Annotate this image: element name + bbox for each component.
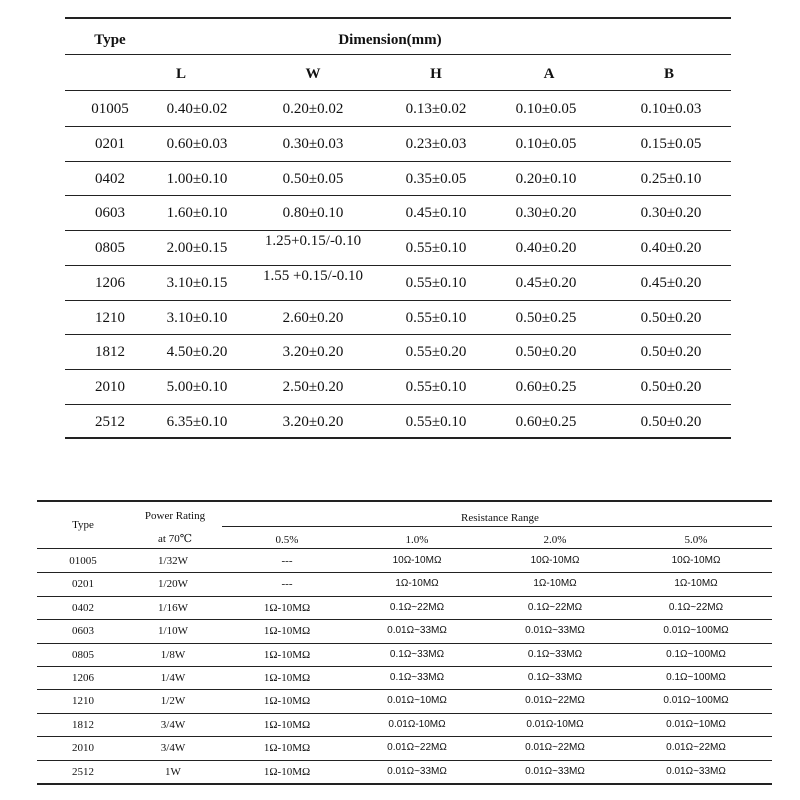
cell-tol-1-0: 0.01Ω~33MΩ bbox=[387, 625, 447, 637]
power-rating-header: Power Rating bbox=[144, 510, 206, 522]
cell-power: 1/10W bbox=[158, 625, 188, 638]
cell-power: 1/8W bbox=[160, 648, 186, 661]
cell-a: 0.20±0.10 bbox=[515, 170, 577, 187]
cell-tol-5-0: 1Ω-10MΩ bbox=[674, 578, 718, 590]
cell-a: 0.30±0.20 bbox=[515, 205, 577, 222]
cell-type: 1812 bbox=[95, 344, 125, 361]
tolerance-0-5: 0.5% bbox=[275, 534, 299, 546]
cell-b: 0.45±0.20 bbox=[640, 274, 702, 291]
cell-type: 0201 bbox=[95, 135, 125, 152]
cell-w: 3.20±0.20 bbox=[282, 344, 344, 361]
cell-l: 4.50±0.20 bbox=[166, 344, 228, 361]
cell-a: 0.40±0.20 bbox=[515, 240, 577, 256]
cell-type: 01005 bbox=[69, 555, 97, 567]
cell-w: 2.60±0.20 bbox=[282, 309, 344, 326]
cell-power: 1/4W bbox=[160, 672, 186, 684]
cell-tol-0-5: --- bbox=[281, 578, 293, 591]
cell-power: 1/20W bbox=[158, 578, 188, 591]
cell-a: 0.60±0.25 bbox=[515, 413, 577, 430]
cell-tol-2-0: 1Ω-10MΩ bbox=[533, 578, 577, 590]
cell-tol-2-0: 0.01Ω-10MΩ bbox=[526, 718, 584, 730]
cell-b: 0.10±0.03 bbox=[640, 101, 702, 117]
row-divider bbox=[37, 572, 772, 573]
cell-w: 3.20±0.20 bbox=[282, 413, 344, 430]
cell-tol-1-0: 0.01Ω~10MΩ bbox=[387, 695, 447, 707]
cell-tol-1-0: 0.01Ω~22MΩ bbox=[387, 742, 447, 754]
cell-type: 2010 bbox=[95, 379, 125, 395]
cell-w: 0.30±0.03 bbox=[282, 135, 344, 152]
cell-type: 0603 bbox=[95, 205, 125, 222]
header-divider bbox=[65, 54, 731, 55]
row-divider bbox=[37, 713, 772, 714]
cell-h: 0.55±0.10 bbox=[405, 309, 467, 326]
cell-tol-2-0: 0.01Ω~33MΩ bbox=[525, 625, 585, 637]
cell-tol-0-5: 1Ω-10MΩ bbox=[263, 742, 311, 755]
cell-type: 0201 bbox=[72, 578, 94, 591]
cell-tol-0-5: 1Ω-10MΩ bbox=[263, 695, 311, 708]
cell-tol-0-5: --- bbox=[281, 555, 293, 567]
cell-b: 0.40±0.20 bbox=[640, 240, 702, 256]
cell-tol-1-0: 0.1Ω~33MΩ bbox=[389, 672, 445, 683]
cell-tol-0-5: 1Ω-10MΩ bbox=[263, 718, 311, 731]
cell-type: 0402 bbox=[72, 601, 94, 614]
cell-type: 0805 bbox=[72, 648, 94, 661]
cell-b: 0.50±0.20 bbox=[640, 413, 702, 430]
column-header-l: L bbox=[175, 66, 187, 82]
dimension-group-header: Dimension(mm) bbox=[338, 32, 442, 48]
cell-b: 0.30±0.20 bbox=[640, 205, 702, 222]
row-divider bbox=[65, 404, 731, 405]
tolerance-5-0: 5.0% bbox=[684, 534, 708, 546]
cell-tol-1-0: 0.01Ω-10MΩ bbox=[388, 718, 446, 730]
cell-h: 0.55±0.20 bbox=[405, 344, 467, 361]
cell-w: 0.80±0.10 bbox=[282, 205, 344, 222]
cell-l: 6.35±0.10 bbox=[166, 413, 228, 430]
cell-l: 0.60±0.03 bbox=[166, 135, 228, 152]
row-divider bbox=[65, 126, 731, 127]
row-divider bbox=[65, 195, 731, 196]
row-divider bbox=[65, 230, 731, 231]
type-header: Type bbox=[94, 32, 126, 48]
cell-tol-2-0: 0.1Ω~33MΩ bbox=[527, 672, 583, 683]
table-top-rule bbox=[65, 17, 731, 19]
cell-tol-0-5: 1Ω-10MΩ bbox=[263, 601, 311, 614]
cell-tol-2-0: 0.1Ω~33MΩ bbox=[527, 648, 583, 660]
type-header-2: Type bbox=[72, 519, 94, 531]
cell-l: 1.00±0.10 bbox=[166, 170, 228, 187]
table2-bottom-rule bbox=[37, 783, 772, 785]
cell-a: 0.60±0.25 bbox=[515, 379, 577, 395]
cell-type: 0402 bbox=[95, 170, 125, 187]
cell-h: 0.23±0.03 bbox=[405, 135, 467, 152]
cell-power: 1/32W bbox=[158, 555, 188, 567]
cell-l: 0.40±0.02 bbox=[166, 101, 228, 117]
cell-tol-5-0: 10Ω-10MΩ bbox=[671, 555, 721, 566]
cell-power: 1W bbox=[165, 765, 181, 778]
cell-type: 2512 bbox=[95, 413, 125, 430]
cell-tol-5-0: 0.01Ω~22MΩ bbox=[666, 742, 726, 754]
cell-a: 0.10±0.05 bbox=[515, 101, 577, 117]
cell-tol-5-0: 0.01Ω~100MΩ bbox=[663, 695, 729, 707]
cell-type: 1206 bbox=[72, 672, 94, 684]
cell-tol-0-5: 1Ω-10MΩ bbox=[263, 648, 311, 661]
cell-power: 1/2W bbox=[160, 695, 186, 708]
column-header-a: A bbox=[543, 66, 555, 82]
cell-tol-1-0: 0.01Ω~33MΩ bbox=[387, 765, 447, 777]
cell-tol-2-0: 0.1Ω~22MΩ bbox=[527, 601, 583, 613]
cell-w: 0.20±0.02 bbox=[282, 101, 344, 117]
table-bottom-rule bbox=[65, 437, 731, 439]
column-header-h: H bbox=[430, 66, 442, 82]
cell-b: 0.50±0.20 bbox=[640, 344, 702, 361]
row-divider bbox=[37, 666, 772, 667]
cell-a: 0.50±0.20 bbox=[515, 344, 577, 361]
cell-tol-1-0: 10Ω-10MΩ bbox=[392, 555, 442, 566]
cell-tol-2-0: 10Ω-10MΩ bbox=[530, 555, 580, 566]
cell-tol-5-0: 0.1Ω~22MΩ bbox=[668, 601, 724, 613]
cell-tol-5-0: 0.01Ω~10MΩ bbox=[666, 718, 726, 730]
cell-type: 0603 bbox=[72, 625, 94, 638]
column-header-w: W bbox=[305, 66, 321, 82]
cell-w: 2.50±0.20 bbox=[282, 379, 344, 395]
cell-h: 0.35±0.05 bbox=[405, 170, 467, 187]
column-header-divider bbox=[65, 90, 731, 91]
cell-h: 0.55±0.10 bbox=[405, 379, 467, 395]
resistance-range-underline bbox=[222, 526, 772, 527]
cell-l: 2.00±0.15 bbox=[166, 240, 228, 256]
cell-type: 01005 bbox=[91, 101, 129, 117]
cell-tol-5-0: 0.01Ω~100MΩ bbox=[663, 625, 729, 637]
cell-tol-5-0: 0.01Ω~33MΩ bbox=[666, 765, 726, 777]
row-divider bbox=[65, 300, 731, 301]
row-divider bbox=[37, 596, 772, 597]
cell-w: 0.50±0.05 bbox=[282, 170, 344, 187]
row-divider bbox=[37, 643, 772, 644]
cell-l: 3.10±0.10 bbox=[166, 309, 228, 326]
cell-a: 0.50±0.25 bbox=[515, 309, 577, 326]
cell-a: 0.45±0.20 bbox=[515, 274, 577, 291]
cell-type: 1812 bbox=[72, 718, 94, 731]
row-divider bbox=[65, 334, 731, 335]
table2-top-rule bbox=[37, 500, 772, 502]
cell-tol-0-5: 1Ω-10MΩ bbox=[263, 625, 311, 638]
column-header-b: B bbox=[663, 66, 675, 82]
row-divider bbox=[37, 760, 772, 761]
cell-l: 5.00±0.10 bbox=[166, 379, 228, 395]
cell-h: 0.55±0.10 bbox=[405, 240, 467, 256]
cell-tol-5-0: 0.1Ω~100MΩ bbox=[666, 672, 726, 683]
row-divider bbox=[65, 161, 731, 162]
cell-type: 2512 bbox=[72, 765, 94, 778]
row-divider bbox=[37, 736, 772, 737]
cell-w: 1.55 +0.15/-0.10 bbox=[262, 267, 364, 284]
cell-type: 1206 bbox=[95, 274, 125, 291]
cell-b: 0.50±0.20 bbox=[640, 309, 702, 326]
cell-tol-1-0: 0.1Ω~33MΩ bbox=[389, 648, 445, 660]
resistance-range-header: Resistance Range bbox=[461, 512, 539, 524]
cell-l: 1.60±0.10 bbox=[166, 205, 228, 222]
cell-type: 0805 bbox=[95, 240, 125, 256]
cell-tol-0-5: 1Ω-10MΩ bbox=[263, 672, 311, 684]
cell-h: 0.13±0.02 bbox=[405, 101, 467, 117]
table2-header-divider bbox=[37, 548, 772, 549]
cell-tol-2-0: 0.01Ω~22MΩ bbox=[525, 695, 585, 707]
cell-type: 2010 bbox=[72, 742, 94, 755]
cell-b: 0.25±0.10 bbox=[640, 170, 702, 187]
row-divider bbox=[37, 619, 772, 620]
cell-h: 0.45±0.10 bbox=[405, 205, 467, 222]
cell-b: 0.15±0.05 bbox=[640, 135, 702, 152]
row-divider bbox=[65, 265, 731, 266]
cell-l: 3.10±0.15 bbox=[166, 274, 228, 291]
cell-type: 1210 bbox=[95, 309, 125, 326]
cell-w: 1.25+0.15/-0.10 bbox=[264, 233, 362, 249]
cell-tol-2-0: 0.01Ω~22MΩ bbox=[525, 742, 585, 754]
row-divider bbox=[37, 689, 772, 690]
cell-h: 0.55±0.10 bbox=[405, 413, 467, 430]
cell-power: 3/4W bbox=[160, 718, 186, 731]
cell-b: 0.50±0.20 bbox=[640, 379, 702, 395]
power-rating-temp: at 70℃ bbox=[158, 533, 192, 545]
cell-tol-5-0: 0.1Ω~100MΩ bbox=[666, 648, 726, 660]
tolerance-1-0: 1.0% bbox=[405, 534, 429, 546]
cell-h: 0.55±0.10 bbox=[405, 274, 467, 291]
row-divider bbox=[65, 369, 731, 370]
cell-power: 3/4W bbox=[160, 742, 186, 755]
cell-a: 0.10±0.05 bbox=[515, 135, 577, 152]
cell-tol-1-0: 0.1Ω~22MΩ bbox=[389, 601, 445, 613]
cell-power: 1/16W bbox=[158, 601, 188, 614]
cell-tol-1-0: 1Ω-10MΩ bbox=[395, 578, 439, 590]
cell-tol-0-5: 1Ω-10MΩ bbox=[263, 765, 311, 778]
cell-tol-2-0: 0.01Ω~33MΩ bbox=[525, 765, 585, 777]
tolerance-2-0: 2.0% bbox=[543, 534, 567, 546]
cell-type: 1210 bbox=[72, 695, 94, 708]
